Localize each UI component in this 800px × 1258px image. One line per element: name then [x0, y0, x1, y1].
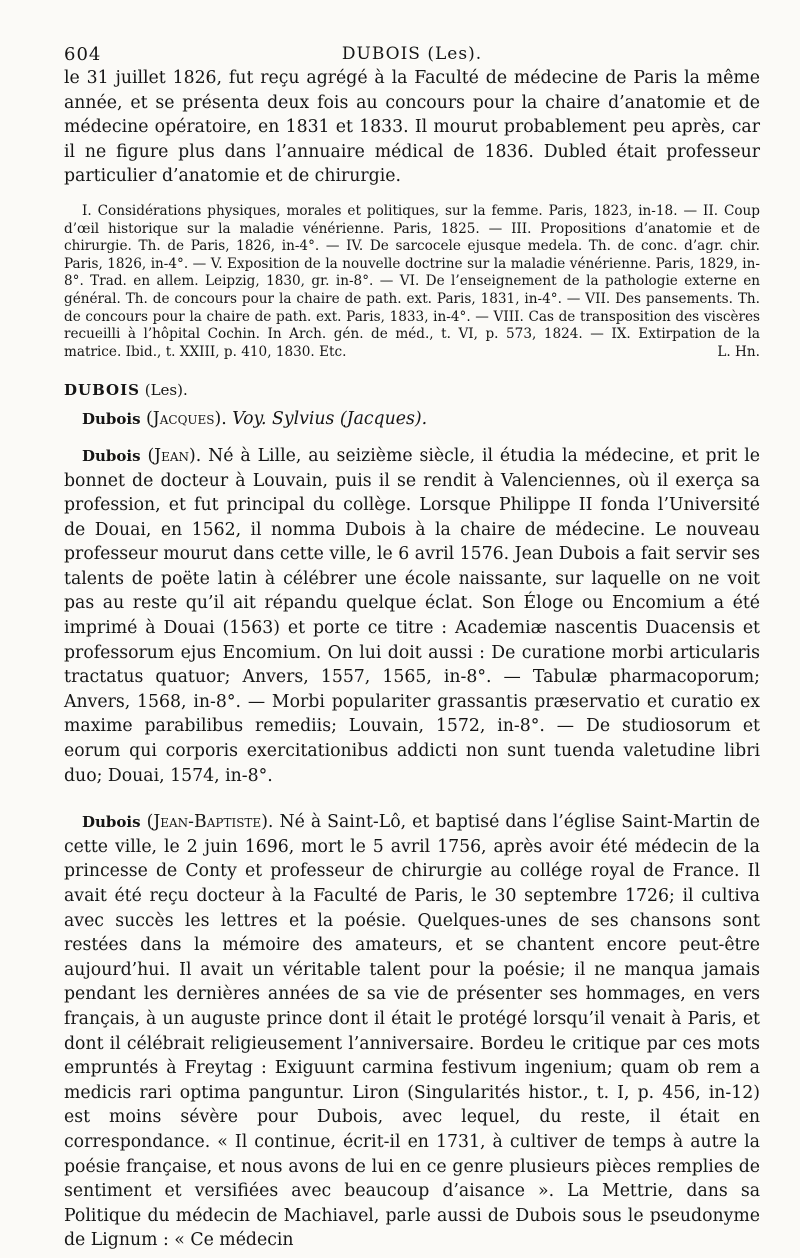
entry-given: (Jacques). — [140, 409, 233, 430]
entry-jean — [64, 444, 760, 788]
entry-given: (Jean-Baptiste). — [140, 812, 280, 833]
intro-paragraph: le 31 juillet 1826, fut reçu agrégé à la Faculté de médecine de Paris la même année, et se présenta deux fois au concours pour la chaire d’anatomie et de médecine opératoire, en 1831 et 1833. Il mourut probablement peu après, car il ne figure plus dans l’annuaire médical de 1836. Dubled était professeur particulier d’anatomie et de chirurgie. — [64, 68, 760, 187]
running-title: DUBOIS (Les). — [341, 44, 483, 64]
entry-name: Dubois — [82, 813, 141, 832]
entry-text: Voy. Sylvius (Jacques). — [232, 409, 428, 430]
entry-name: Dubois — [82, 410, 141, 429]
section-heading — [64, 381, 760, 399]
signature: L. Hn. — [717, 343, 760, 360]
section-heading-name: DUBOIS — [64, 381, 140, 400]
bibliography-text: I. Considérations physiques, morales et politiques, sur la femme. Paris, 1823, in-18. — II. Coup d’œil historique sur la maladie vénérienne. Paris, 1825. — III. Propositions d’anatomie et de chirurgie. Th. de Paris, 1826, in-4°. — IV. De sarcocele ejusque medela. Th. de conc. d’agr. chir. Paris, 1826, in-4°. — V. Exposition de la nouvelle doctrine sur la maladie vénérienne. Paris, 1829, in-8°. Trad. en allem. Leipzig, 1830, gr. in-8°. — VI. De l’enseignement de la pathologie externe en général. Th. de concours pour la chaire de path. ext. Paris, 1831, in-4°. — VII. Des pansements. Th. de concours pour la chaire de path. ext. Paris, 1833, in-4°. — VIII. Cas de transposition des viscères recueilli à l’hôpital Cochin. In Arch. gén. de méd., t. VI, p. 573, 1824. — IX. Extirpation de la matrice. Ibid., t. XXIII, p. 410, 1830. Etc. — [64, 202, 760, 360]
entry-jacques — [64, 407, 760, 432]
section-heading-rest: (Les). — [139, 381, 188, 400]
bibliography-paragraph — [64, 203, 760, 361]
entry-text: Né à Lille, au seizième siècle, il étudia la médecine, et prit le bonnet de docteur à Louvain, puis il se rendit à Valenciennes, où il exerça sa profession, et fut principal du collège. Lorsque Philippe II fonda l’Université de Douai, en 1562, il nomma Dubois à la chaire de médecine. Le nouveau professeur mourut dans cette ville, le 6 avril 1576. Jean Dubois a fait servir ses talents de poëte latin à célébrer une école naissante, sur laquelle on ne voit pas au reste qu’il ait répandu quelque éclat. Son Éloge ou Encomium a été imprimé à Douai (1563) et porte ce titre : Academiæ nascentis Duacensis et professorum ejus Encomium. On lui doit aussi : De curatione morbi articularis tractatus quatuor; Anvers, 1557, 1565, in-8°. — Tabulæ pharmacoporum; Anvers, 1568, in-8°. — Morbi populariter grassantis præservatio et curatio ex maxime parabilibus remediis; Louvain, 1572, in-8°. — De studiosorum et eorum qui corporis exercitationibus addicti non sunt tuenda valetudine libri duo; Douai, 1574, in-8°. — [64, 445, 760, 786]
running-head — [64, 40, 760, 66]
entry-given: (Jean). — [140, 445, 209, 466]
entry-name: Dubois — [82, 446, 141, 465]
entry-jean-baptiste — [64, 810, 760, 1253]
page-number: 604 — [64, 44, 102, 65]
entry-text: Né à Saint-Lô, et baptisé dans l’église Saint-Martin de cette ville, le 2 juin 1696, mort le 5 avril 1756, après avoir été médecin de la princesse de Conty et professeur de chirurgie au collége royal de France. Il avait été reçu docteur à la Faculté de Paris, le 30 septembre 1726; il cultiva avec succès les lettres et la poésie. Quelques-unes de ses chansons sont restées dans la mémoire des amateurs, et se chantent encore peut-être aujourd’hui. Il avait un véritable talent pour la poésie; il ne manqua jamais pendant les dernières années de sa vie de présenter ses hommages, en vers français, à un auguste prince dont il était le protégé lorsqu’il venait à Paris, et dont il célébrait religieusement l’anniversaire. Bordeu le critique par ces mots empruntés à Freytag : Exiguunt carmina festivum ingenium; quam ob rem a medicis rari optima panguntur. Liron (Singularités histor., t. I, p. 456, in-12) est moins sévère pour Dubois, avec lequel, du reste, il était en correspondance. « Il continue, écrit-il en 1731, à cultiver de temps à autre la poésie française, et nous avons de lui en ce genre plusieurs pièces remplies de sentiment et versifiées avec beaucoup d’aisance ». La Mettrie, dans sa Politique du médecin de Machiavel, parle aussi de Dubois sous le pseudonyme de Lignum : « Ce médecin — [64, 812, 760, 1251]
